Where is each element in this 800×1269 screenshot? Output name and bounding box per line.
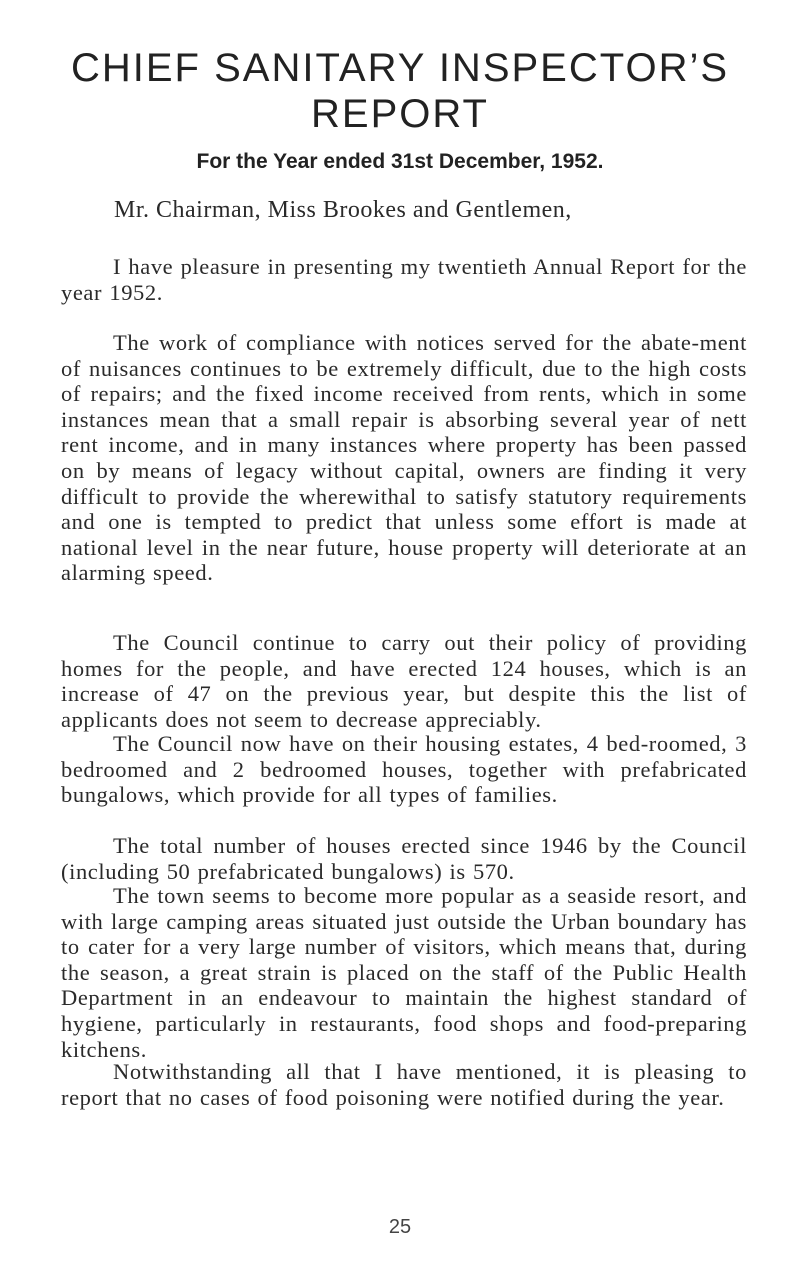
- paragraph-houses-total: The total number of houses erected since 1946 by the Council (including 50 prefabricated bungalows) is 570.: [61, 833, 747, 884]
- report-title-line-1: CHIEF SANITARY INSPECTOR’S: [70, 46, 730, 90]
- salutation: Mr. Chairman, Miss Brookes and Gentlemen,: [114, 197, 572, 223]
- paragraph-food-poisoning: Notwithstanding all that I have mentioned, it is pleasing to report that no cases of food poisoning were notified during the year.: [61, 1059, 747, 1110]
- paragraph-introduction: I have pleasure in presenting my twentieth Annual Report for the year 1952.: [61, 254, 747, 305]
- report-title-line-2: REPORT: [311, 92, 489, 136]
- paragraph-housing-estates: The Council now have on their housing estates, 4 bed-roomed, 3 bedroomed and 2 bedroomed houses, together with prefabricated bungalows, which provide for all types of families.: [61, 731, 747, 808]
- paragraph-nuisances: The work of compliance with notices served for the abate-ment of nuisances continues to be extremely difficult, due to the high costs of repairs; and the fixed income received from rents, which in some instances mean that a small repair is absorbing several year of nett rent income, and in many instances where property has been passed on by means of legacy without capital, owners are finding it very difficult to provide the wherewithal to satisfy statutory requirements and one is tempted to predict that unless some effort is made at national level in the near future, house property will deteriorate at an alarming speed.: [61, 330, 747, 586]
- report-subtitle: For the Year ended 31st December, 1952.: [196, 150, 604, 173]
- paragraph-council-housing: The Council continue to carry out their policy of providing homes for the people, and have erected 124 houses, which is an increase of 47 on the previous year, but despite this the list of applicants does not seem to decrease appreciably.: [61, 630, 747, 732]
- paragraph-seaside-resort: The town seems to become more popular as a seaside resort, and with large camping areas situated just outside the Urban boundary has to cater for a very large number of visitors, which means that, during the season, a great strain is placed on the staff of the Public Health Department in an endeavour to maintain the highest standard of hygiene, particularly in restaurants, food shops and food-preparing kitchens.: [61, 883, 747, 1062]
- page-number: 25: [388, 1216, 412, 1238]
